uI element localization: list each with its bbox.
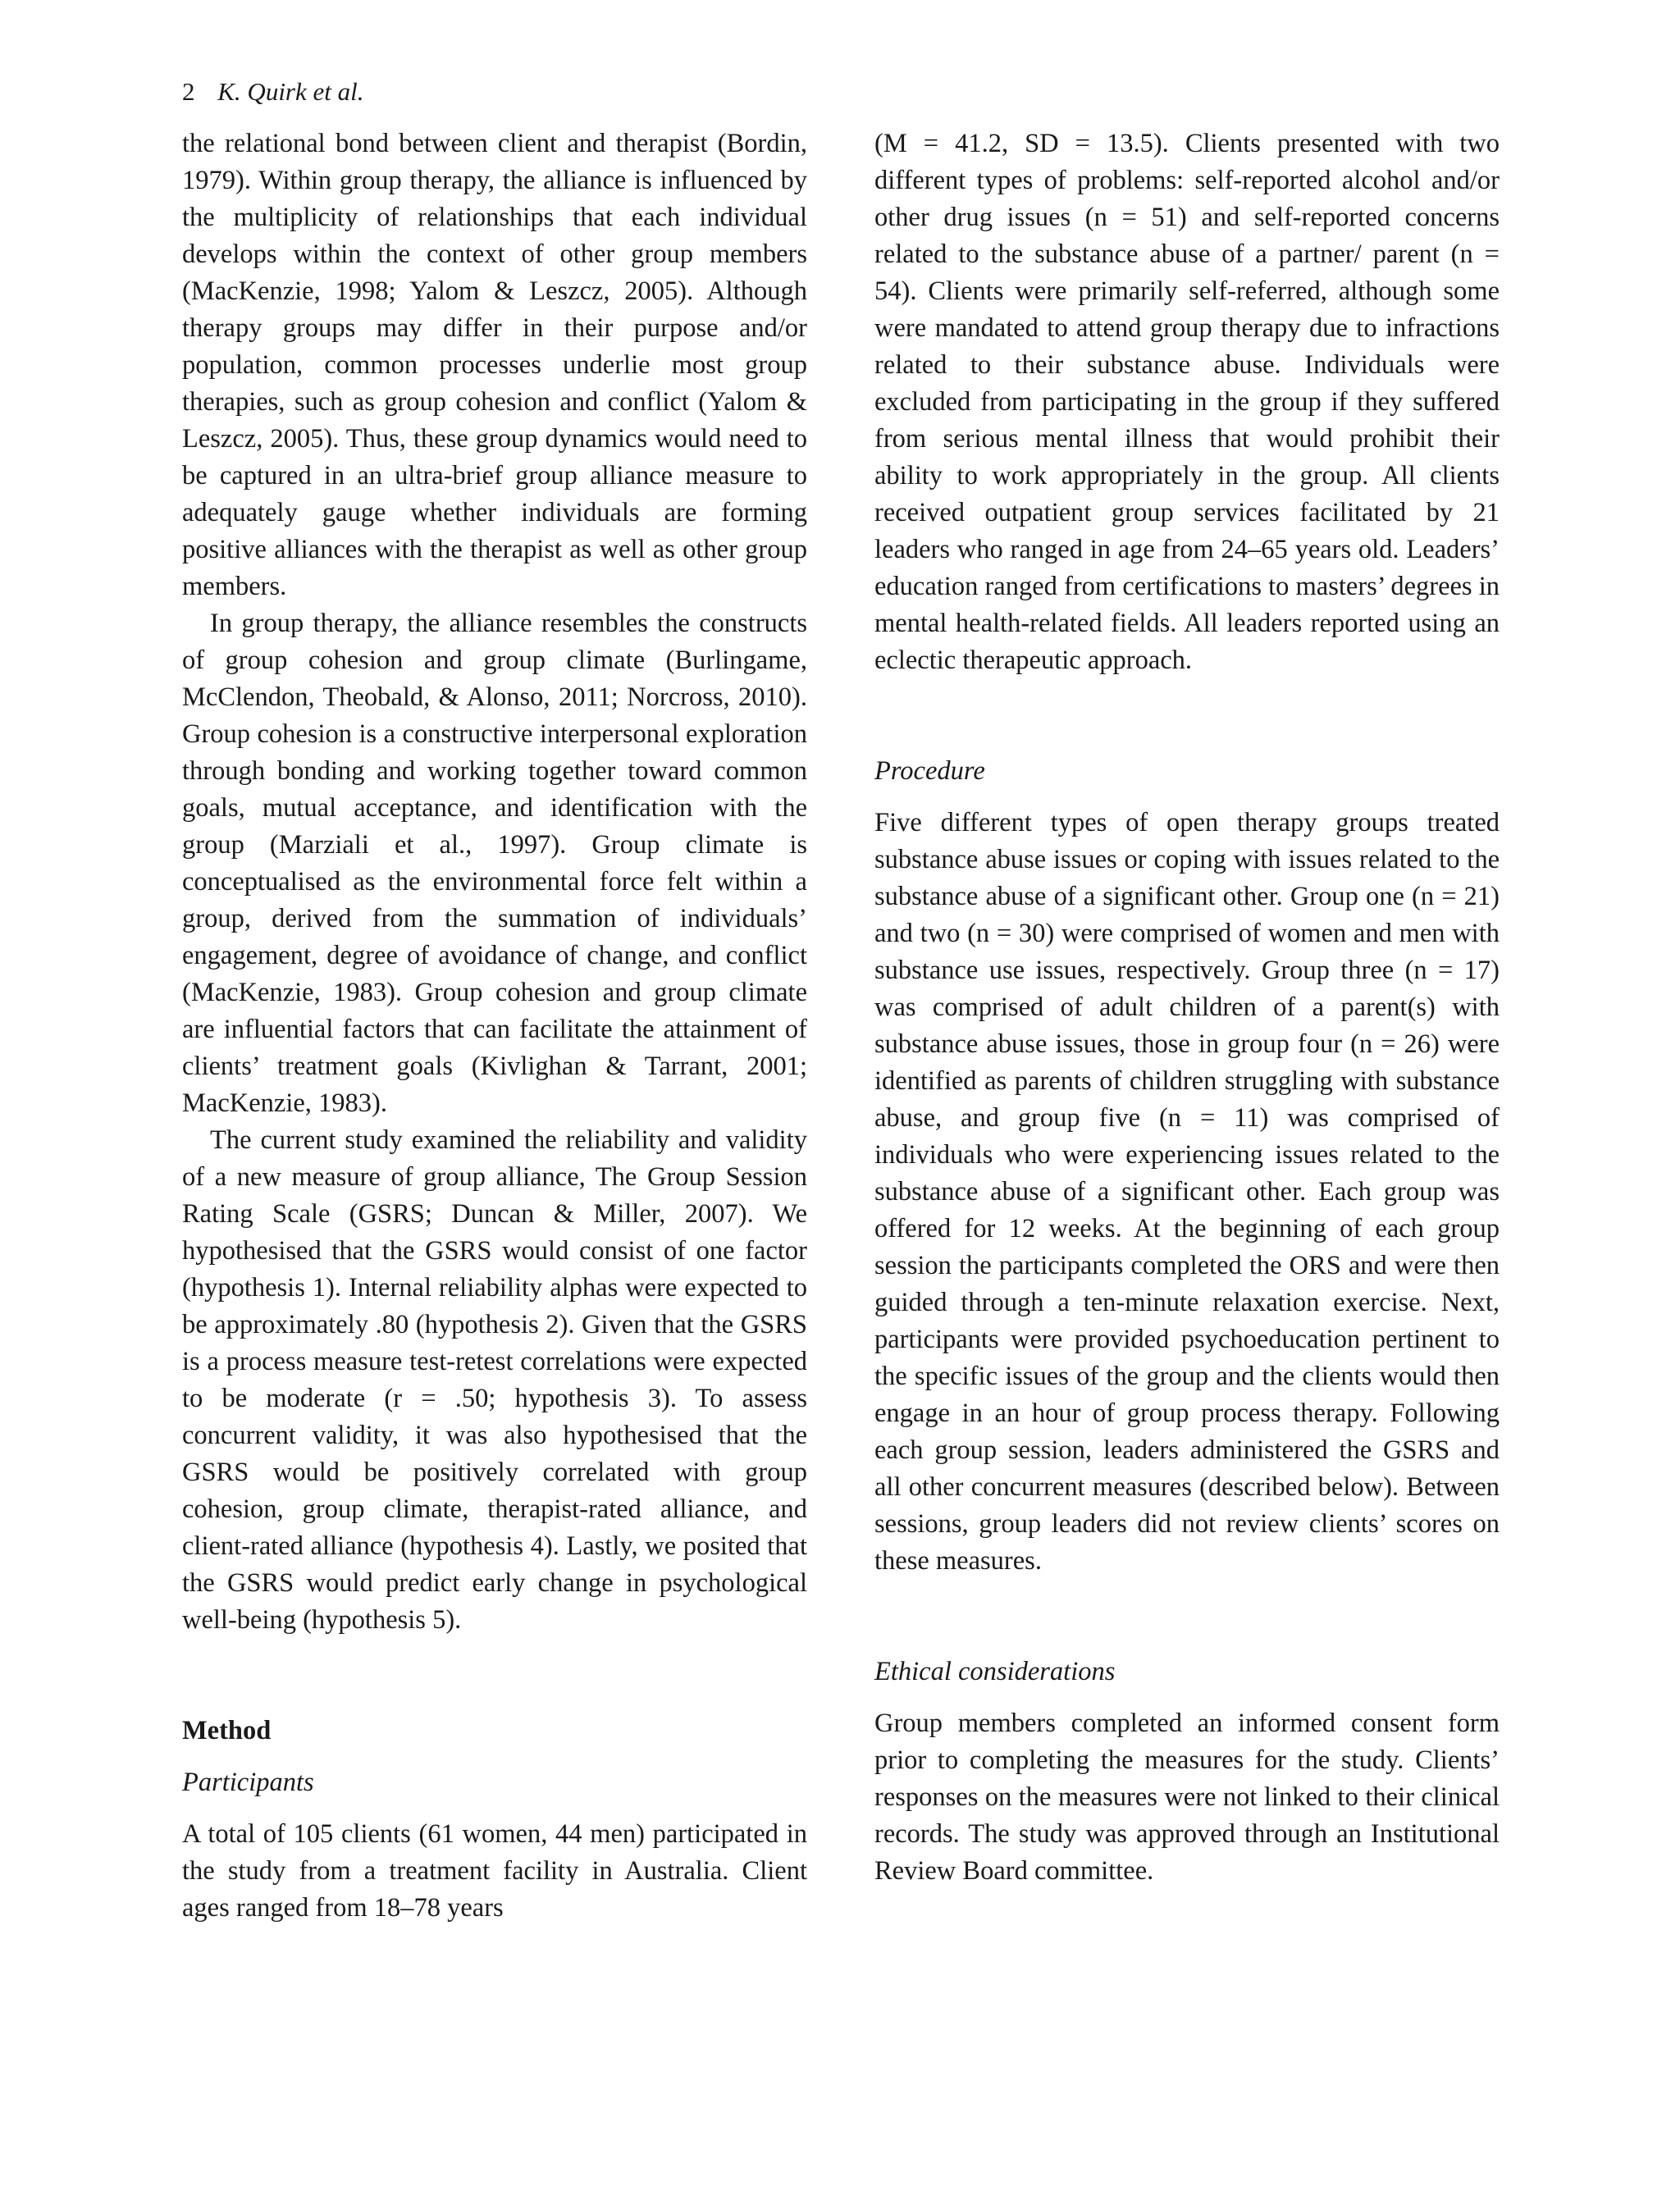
intro-paragraph-2: In group therapy, the alliance resembles the constructs of group cohesion and group climate (Burlingame, McClendon, Theobald, & Alonso, 2011; Norcross, 2010). Group cohesion is a constructive interpersonal exploration through bonding and working together toward common goals, mutual acceptance, and identification with the group (Marziali et al., 1997). Group climate is conceptualised as the environmental force felt within a group, derived from the summation of individuals’ engagement, degree of avoidance of change, and conflict (MacKenzie, 1983). Group cohesion and group climate are influential factors that can facilitate the attainment of clients’ treatment goals (Kivlighan & Tarrant, 2001; MacKenzie, 1983). [182,609,807,1118]
running-head [182,74,364,110]
section-spacer [874,1580,1500,1654]
heading-spacer [874,790,1500,805]
participants-heading: Participants [182,1768,314,1797]
heading-spacer [182,1801,807,1816]
left-column [182,125,807,1927]
participants-paragraph: A total of 105 clients (61 women, 44 men) participated in the study from a treatment facility in Australia. Client ages ranged from 18–78 years [182,1819,807,1923]
intro-paragraph-3: The current study examined the reliability and validity of a new measure of group alliance, The Group Session Rating Scale (GSRS; Duncan & Miller, 2007). We hypothesised that the GSRS would consist of one factor (hypothesis 1). Internal reliability alphas were expected to be approximately .80 (hypothesis 2). Given that the GSRS is a process measure test-retest correlations were expected to be moderate (r = .50; hypothesis 3). To assess concurrent validity, it was also hypothesised that the GSRS would be positively correlated with group cohesion, group climate, therapist-rated alliance, and client-rated alliance (hypothesis 4). Lastly, we posited that the GSRS would predict early change in psychological well-being (hypothesis 5). [182,1125,807,1635]
participants-continued-paragraph: (M = 41.2, SD = 13.5). Clients presented with two different types of problems: self-reported alcohol and/or other drug issues (n = 51) and self-reported concerns related to the substance abuse of a partner/ parent (n = 54). Clients were primarily self-referred, although some were mandated to attend group therapy due to infractions related to their substance abuse. Individuals were excluded from participating in the group if they suffered from serious mental illness that would prohibit their ability to work appropriately in the group. All clients received outpatient group services facilitated by 21 leaders who ranged in age from 24–65 years old. Leaders’ education ranged from certifications to masters’ degrees in mental health-related fields. All leaders reported using an eclectic therapeutic approach. [874,129,1500,675]
ethics-heading: Ethical considerations [874,1657,1116,1686]
page-number: 2 [182,77,195,106]
running-head-authors: K. Quirk et al. [217,77,364,106]
procedure-heading: Procedure [874,756,985,786]
intro-paragraph-1: the relational bond between client and therapist (Bordin, 1979). Within group therapy, the alliance is influenced by the multiplicity of relationships that each individual develops within the context of other group members (MacKenzie, 1998; Yalom & Leszcz, 2005). Although therapy groups may differ in their purpose and/or population, common processes underlie most group therapies, such as group cohesion and conflict (Yalom & Leszcz, 2005). Thus, these group dynamics would need to be captured in an ultra-brief group alliance measure to adequately gauge whether individuals are forming positive alliances with the therapist as well as other group members. [182,129,807,601]
method-heading: Method [182,1716,272,1745]
heading-spacer [874,1690,1500,1705]
right-column [874,125,1500,1890]
ethics-paragraph: Group members completed an informed consent form prior to completing the measures for the study. Clients’ responses on the measures were not linked to their clinical records. The study was approved through an Institutional Review Board committee. [874,1709,1500,1886]
section-spacer [874,679,1500,753]
section-spacer [182,1639,807,1713]
heading-spacer [182,1750,807,1764]
procedure-paragraph: Five different types of open therapy groups treated substance abuse issues or coping with issues related to the substance abuse of a significant other. Group one (n = 21) and two (n = 30) were comprised of women and men with substance use issues, respectively. Group three (n = 17) was comprised of adult children of a parent(s) with substance abuse issues, those in group four (n = 26) were identified as parents of children struggling with substance abuse, and group five (n = 11) was comprised of individuals who were experiencing issues related to the substance abuse of a significant other. Each group was offered for 12 weeks. At the beginning of each group session the participants completed the ORS and were then guided through a ten-minute relaxation exercise. Next, participants were provided psychoeducation pertinent to the specific issues of the group and the clients would then engage in an hour of group process therapy. Following each group session, leaders administered the GSRS and all other concurrent measures (described below). Between sessions, group leaders did not review clients’ scores on these measures. [874,808,1500,1576]
